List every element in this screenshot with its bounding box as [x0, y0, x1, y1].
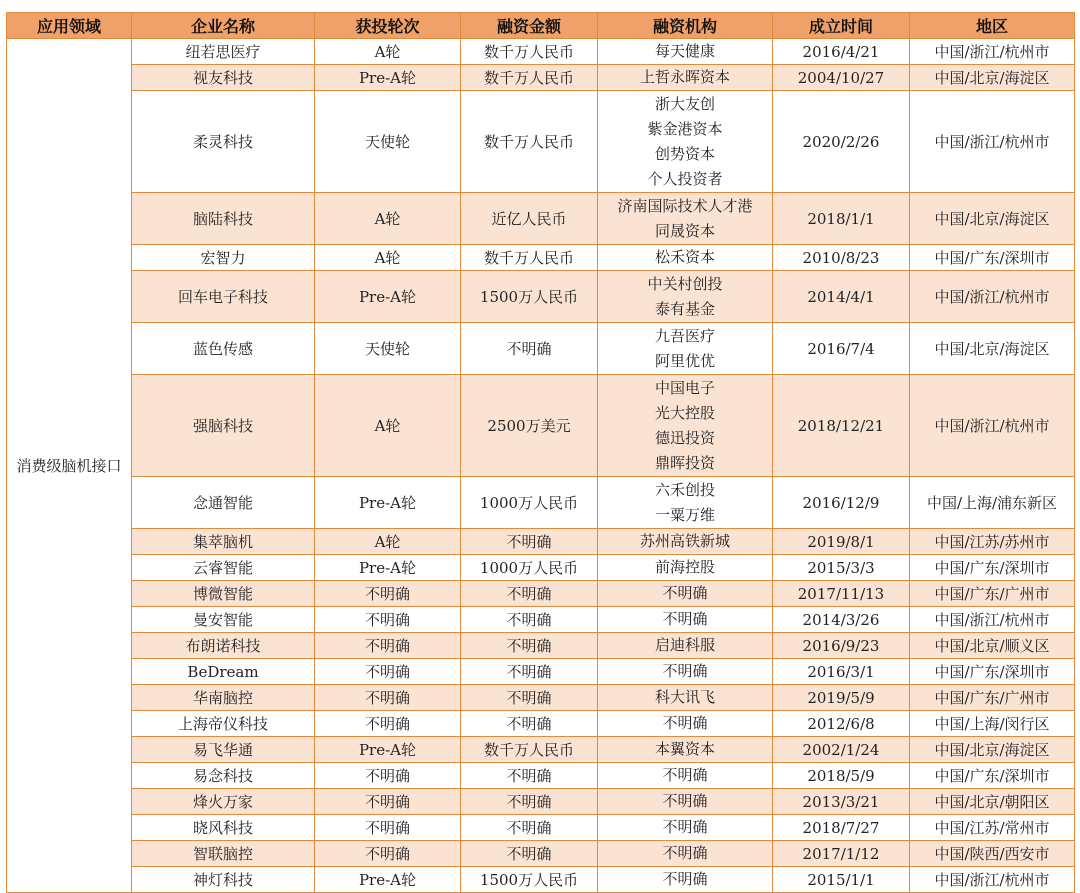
round-cell: A轮: [315, 375, 461, 477]
investor-name: 中关村创投: [647, 274, 723, 293]
amount-cell: 1500万人民币: [461, 271, 598, 323]
company-cell: 回车电子科技: [132, 271, 315, 323]
round-cell: A轮: [315, 39, 461, 65]
investor-name: 光大控股: [654, 403, 715, 422]
table-row: [7, 65, 1075, 91]
investor-name: 不明确: [662, 792, 708, 810]
header-domain: 应用领域: [7, 13, 132, 39]
round-cell: Pre-A轮: [315, 271, 461, 323]
investors-cell: [598, 867, 773, 893]
table-row: [7, 581, 1075, 607]
investor-name: 不明确: [662, 818, 708, 836]
investor-name: 启迪科服: [654, 636, 715, 654]
founded-cell: 2020/2/26: [773, 91, 910, 193]
investor-name: 松禾资本: [654, 248, 715, 266]
table-header: [7, 13, 1075, 39]
amount-cell: 不明确: [461, 633, 598, 659]
region-cell: 中国/上海/浦东新区: [910, 477, 1075, 529]
amount-cell: 数千万人民币: [461, 39, 598, 65]
table-row: [7, 271, 1075, 323]
amount-cell: 不明确: [461, 581, 598, 607]
table-row: [7, 39, 1075, 65]
founded-cell: 2014/3/26: [773, 607, 910, 633]
round-cell: 不明确: [315, 581, 461, 607]
company-cell: 纽若思医疗: [132, 39, 315, 65]
investors-cell: [598, 91, 773, 193]
investor-name: 上哲永晖资本: [639, 68, 730, 86]
table-row: [7, 555, 1075, 581]
investor-name: 个人投资者: [647, 169, 723, 188]
round-cell: 不明确: [315, 633, 461, 659]
amount-cell: 不明确: [461, 763, 598, 789]
investor-name: 同晟资本: [654, 221, 715, 240]
investor-name: 前海控股: [654, 558, 715, 576]
table-row: [7, 477, 1075, 529]
investors-cell: [598, 65, 773, 91]
investor-name: 济南国际技术人才港: [617, 196, 753, 215]
investor-name: 一粟万维: [654, 505, 715, 524]
company-cell: 神灯科技: [132, 867, 315, 893]
region-cell: 中国/北京/海淀区: [910, 193, 1075, 245]
amount-cell: 不明确: [461, 685, 598, 711]
amount-cell: 1500万人民币: [461, 867, 598, 893]
founded-cell: 2017/1/12: [773, 841, 910, 867]
investor-name: 不明确: [662, 870, 708, 888]
investors-cell: [598, 841, 773, 867]
table-row: [7, 529, 1075, 555]
table-row: [7, 659, 1075, 685]
investors-cell: [598, 763, 773, 789]
amount-cell: 数千万人民币: [461, 737, 598, 763]
investor-name: 鼎晖投资: [654, 453, 715, 472]
region-cell: 中国/浙江/杭州市: [910, 91, 1075, 193]
amount-cell: 近亿人民币: [461, 193, 598, 245]
investor-name: 本翼资本: [654, 740, 715, 758]
company-cell: 集萃脑机: [132, 529, 315, 555]
company-cell: BeDream: [132, 659, 315, 685]
region-cell: 中国/浙江/杭州市: [910, 607, 1075, 633]
amount-cell: 不明确: [461, 529, 598, 555]
company-cell: 上海帝仪科技: [132, 711, 315, 737]
round-cell: 天使轮: [315, 323, 461, 375]
investor-name: 不明确: [662, 584, 708, 602]
investor-name: 创势资本: [654, 144, 715, 163]
founded-cell: 2019/8/1: [773, 529, 910, 555]
investors-cell: [598, 659, 773, 685]
header-amount: 融资金额: [461, 13, 598, 39]
amount-cell: 数千万人民币: [461, 91, 598, 193]
investors-cell: [598, 477, 773, 529]
investor-name: 不明确: [662, 714, 708, 732]
table-row: [7, 711, 1075, 737]
amount-cell: 1000万人民币: [461, 477, 598, 529]
region-cell: 中国/江苏/常州市: [910, 815, 1075, 841]
investors-cell: [598, 737, 773, 763]
founded-cell: 2002/1/24: [773, 737, 910, 763]
company-cell: 曼安智能: [132, 607, 315, 633]
company-cell: 智联脑控: [132, 841, 315, 867]
amount-cell: 不明确: [461, 323, 598, 375]
founded-cell: 2018/7/27: [773, 815, 910, 841]
region-cell: 中国/上海/闵行区: [910, 711, 1075, 737]
header-investors: 融资机构: [598, 13, 773, 39]
table-row: [7, 685, 1075, 711]
founded-cell: 2004/10/27: [773, 65, 910, 91]
header-founded: 成立时间: [773, 13, 910, 39]
round-cell: A轮: [315, 529, 461, 555]
round-cell: Pre-A轮: [315, 65, 461, 91]
investors-cell: [598, 581, 773, 607]
founded-cell: 2016/12/9: [773, 477, 910, 529]
table-row: [7, 815, 1075, 841]
region-cell: 中国/广东/深圳市: [910, 763, 1075, 789]
header-company: 企业名称: [132, 13, 315, 39]
investors-cell: [598, 685, 773, 711]
founded-cell: 2012/6/8: [773, 711, 910, 737]
table-row: [7, 193, 1075, 245]
region-cell: 中国/浙江/杭州市: [910, 271, 1075, 323]
table-row: [7, 633, 1075, 659]
amount-cell: 不明确: [461, 659, 598, 685]
investors-cell: [598, 607, 773, 633]
investors-cell: [598, 39, 773, 65]
round-cell: A轮: [315, 245, 461, 271]
company-cell: 易念科技: [132, 763, 315, 789]
round-cell: A轮: [315, 193, 461, 245]
investor-name: 六禾创投: [654, 480, 715, 499]
founded-cell: 2015/1/1: [773, 867, 910, 893]
founded-cell: 2013/3/21: [773, 789, 910, 815]
table-row: [7, 323, 1075, 375]
header-region: 地区: [910, 13, 1075, 39]
founded-cell: 2018/5/9: [773, 763, 910, 789]
table-row: [7, 737, 1075, 763]
table-body: [7, 39, 1075, 893]
region-cell: 中国/陕西/西安市: [910, 841, 1075, 867]
investors-cell: [598, 323, 773, 375]
company-cell: 华南脑控: [132, 685, 315, 711]
region-cell: 中国/北京/海淀区: [910, 323, 1075, 375]
founded-cell: 2015/3/3: [773, 555, 910, 581]
founded-cell: 2018/12/21: [773, 375, 910, 477]
investor-name: 苏州高铁新城: [639, 532, 730, 550]
founded-cell: 2016/7/4: [773, 323, 910, 375]
table-row: [7, 375, 1075, 477]
investors-cell: [598, 555, 773, 581]
investor-name: 科大讯飞: [654, 688, 715, 706]
investors-cell: [598, 711, 773, 737]
investors-cell: [598, 193, 773, 245]
company-cell: 强脑科技: [132, 375, 315, 477]
round-cell: Pre-A轮: [315, 555, 461, 581]
company-cell: 易飞华通: [132, 737, 315, 763]
company-cell: 脑陆科技: [132, 193, 315, 245]
investor-name: 中国电子: [654, 378, 715, 397]
round-cell: Pre-A轮: [315, 867, 461, 893]
company-cell: 烽火万家: [132, 789, 315, 815]
founded-cell: 2016/9/23: [773, 633, 910, 659]
amount-cell: 1000万人民币: [461, 555, 598, 581]
investors-cell: [598, 271, 773, 323]
region-cell: 中国/广东/广州市: [910, 685, 1075, 711]
investors-cell: [598, 375, 773, 477]
investors-cell: [598, 815, 773, 841]
founded-cell: 2017/11/13: [773, 581, 910, 607]
round-cell: 不明确: [315, 789, 461, 815]
investor-name: 浙大友创: [654, 94, 715, 113]
founded-cell: 2016/4/21: [773, 39, 910, 65]
company-cell: 博微智能: [132, 581, 315, 607]
region-cell: 中国/北京/朝阳区: [910, 789, 1075, 815]
region-cell: 中国/广东/深圳市: [910, 555, 1075, 581]
amount-cell: 不明确: [461, 789, 598, 815]
round-cell: 不明确: [315, 607, 461, 633]
table-row: [7, 91, 1075, 193]
investor-name: 阿里优优: [654, 351, 715, 370]
company-cell: 布朗诺科技: [132, 633, 315, 659]
company-cell: 云睿智能: [132, 555, 315, 581]
table-row: [7, 789, 1075, 815]
table-row: [7, 763, 1075, 789]
table-row: [7, 867, 1075, 893]
investment-table: [6, 12, 1075, 893]
domain-cell: 消费级脑机接口: [7, 39, 132, 893]
round-cell: Pre-A轮: [315, 737, 461, 763]
investors-cell: [598, 789, 773, 815]
region-cell: 中国/广东/深圳市: [910, 659, 1075, 685]
amount-cell: 不明确: [461, 711, 598, 737]
region-cell: 中国/广东/深圳市: [910, 245, 1075, 271]
investor-name: 不明确: [662, 662, 708, 680]
round-cell: 天使轮: [315, 91, 461, 193]
founded-cell: 2016/3/1: [773, 659, 910, 685]
region-cell: 中国/浙江/杭州市: [910, 375, 1075, 477]
header-round: 获投轮次: [315, 13, 461, 39]
amount-cell: 数千万人民币: [461, 65, 598, 91]
company-cell: 视友科技: [132, 65, 315, 91]
round-cell: Pre-A轮: [315, 477, 461, 529]
region-cell: 中国/浙江/杭州市: [910, 867, 1075, 893]
round-cell: 不明确: [315, 841, 461, 867]
investor-name: 德迅投资: [654, 428, 715, 447]
founded-cell: 2014/4/1: [773, 271, 910, 323]
region-cell: 中国/北京/顺义区: [910, 633, 1075, 659]
round-cell: 不明确: [315, 711, 461, 737]
company-cell: 晓风科技: [132, 815, 315, 841]
table-row: [7, 245, 1075, 271]
company-cell: 宏智力: [132, 245, 315, 271]
company-cell: 念通智能: [132, 477, 315, 529]
investor-name: 不明确: [662, 844, 708, 862]
header-row: [7, 13, 1075, 39]
investor-name: 九吾医疗: [654, 326, 715, 345]
investor-name: 不明确: [662, 610, 708, 628]
investors-cell: [598, 529, 773, 555]
amount-cell: 不明确: [461, 815, 598, 841]
round-cell: 不明确: [315, 815, 461, 841]
investor-name: 紫金港资本: [647, 119, 723, 138]
region-cell: 中国/北京/海淀区: [910, 737, 1075, 763]
investors-cell: [598, 245, 773, 271]
company-cell: 蓝色传感: [132, 323, 315, 375]
region-cell: 中国/广东/广州市: [910, 581, 1075, 607]
founded-cell: 2018/1/1: [773, 193, 910, 245]
amount-cell: 不明确: [461, 841, 598, 867]
amount-cell: 数千万人民币: [461, 245, 598, 271]
company-cell: 柔灵科技: [132, 91, 315, 193]
investor-name: 每天健康: [654, 42, 715, 60]
investors-cell: [598, 633, 773, 659]
round-cell: 不明确: [315, 763, 461, 789]
round-cell: 不明确: [315, 685, 461, 711]
amount-cell: 2500万美元: [461, 375, 598, 477]
region-cell: 中国/江苏/苏州市: [910, 529, 1075, 555]
amount-cell: 不明确: [461, 607, 598, 633]
table-row: [7, 841, 1075, 867]
table-row: [7, 607, 1075, 633]
region-cell: 中国/北京/海淀区: [910, 65, 1075, 91]
investor-name: 不明确: [662, 766, 708, 784]
round-cell: 不明确: [315, 659, 461, 685]
founded-cell: 2010/8/23: [773, 245, 910, 271]
investor-name: 泰有基金: [654, 299, 715, 318]
founded-cell: 2019/5/9: [773, 685, 910, 711]
region-cell: 中国/浙江/杭州市: [910, 39, 1075, 65]
